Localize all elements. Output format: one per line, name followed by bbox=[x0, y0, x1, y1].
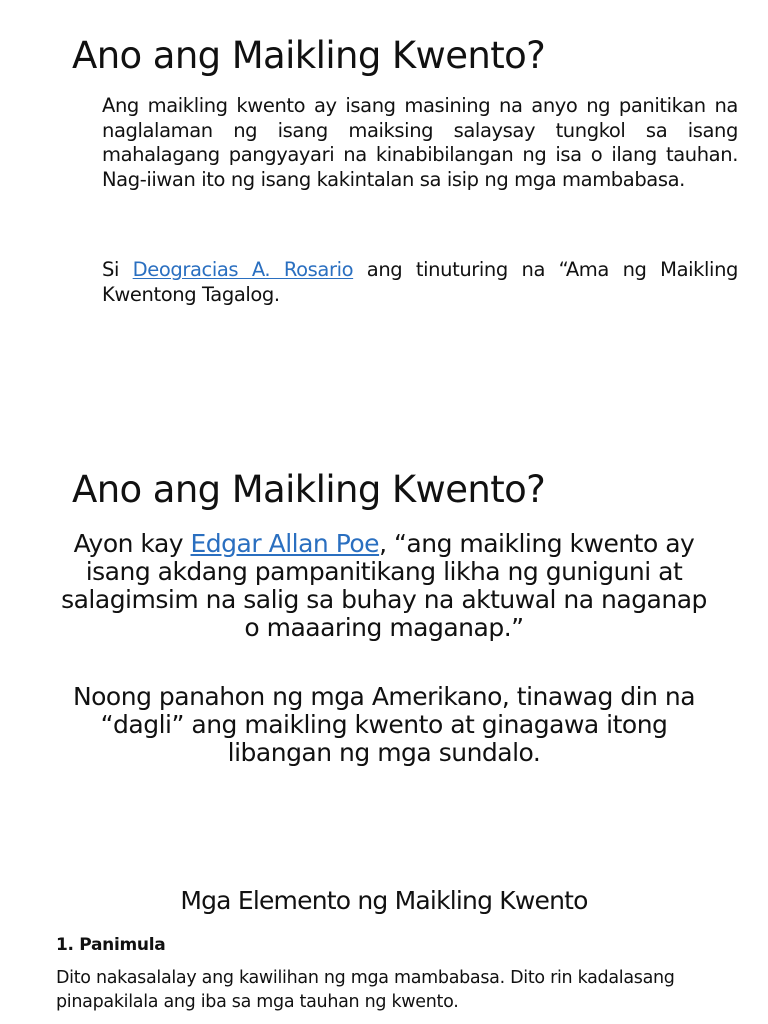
slide-3 bbox=[0, 850, 768, 1024]
paragraph-suffix: ang tinuturing na “Ama ng Maikling Kwentong Tagalog. bbox=[102, 258, 739, 306]
slide-3-subheading: 1. Panimula bbox=[56, 935, 166, 955]
paragraph-prefix: Ayon kay bbox=[73, 529, 191, 558]
slide-2-paragraph-poe bbox=[60, 530, 708, 642]
edgar-allan-poe-link[interactable]: Edgar Allan Poe bbox=[190, 529, 380, 558]
slide-3-text: Dito nakasalalay ang kawilihan ng mga mambabasa. Dito rin kadalasang pinapakilala ang iba sa mga tauhan ng kwento. bbox=[56, 968, 675, 1012]
slide-2 bbox=[0, 440, 768, 850]
slide-2-title: Ano ang Maikling Kwento? bbox=[72, 468, 546, 511]
slide-1-paragraph-rosario bbox=[102, 258, 738, 307]
deogracias-rosario-link[interactable]: Deogracias A. Rosario bbox=[132, 258, 354, 281]
slide-1 bbox=[0, 0, 768, 440]
paragraph-suffix: , “ang maikling kwento ay isang akdang pampanitikang likha ng guniguni at salagimsim na salig sa buhay na aktuwal na naganap o maaaring maganap.” bbox=[61, 529, 707, 642]
paragraph-prefix: Si bbox=[102, 258, 133, 281]
slide-1-title: Ano ang Maikling Kwento? bbox=[72, 34, 546, 77]
slide-3-title: Mga Elemento ng Maikling Kwento bbox=[180, 886, 588, 915]
slide-1-paragraph-definition: Ang maikling kwento ay isang masining na anyo ng panitikan na naglalaman ng isang maiksing salaysay tungkol sa isang mahalagang pangyayari na kinabibilangan ng isa o ilang tauhan. Nag-iiwan ito ng isang kakintalan sa isip ng mga mambabasa. bbox=[102, 94, 738, 191]
slide-2-paragraph-dagli: Noong panahon ng mga Amerikano, tinawag din na “dagli” ang maikling kwento at ginagawa itong libangan ng mga sundalo. bbox=[72, 682, 696, 767]
